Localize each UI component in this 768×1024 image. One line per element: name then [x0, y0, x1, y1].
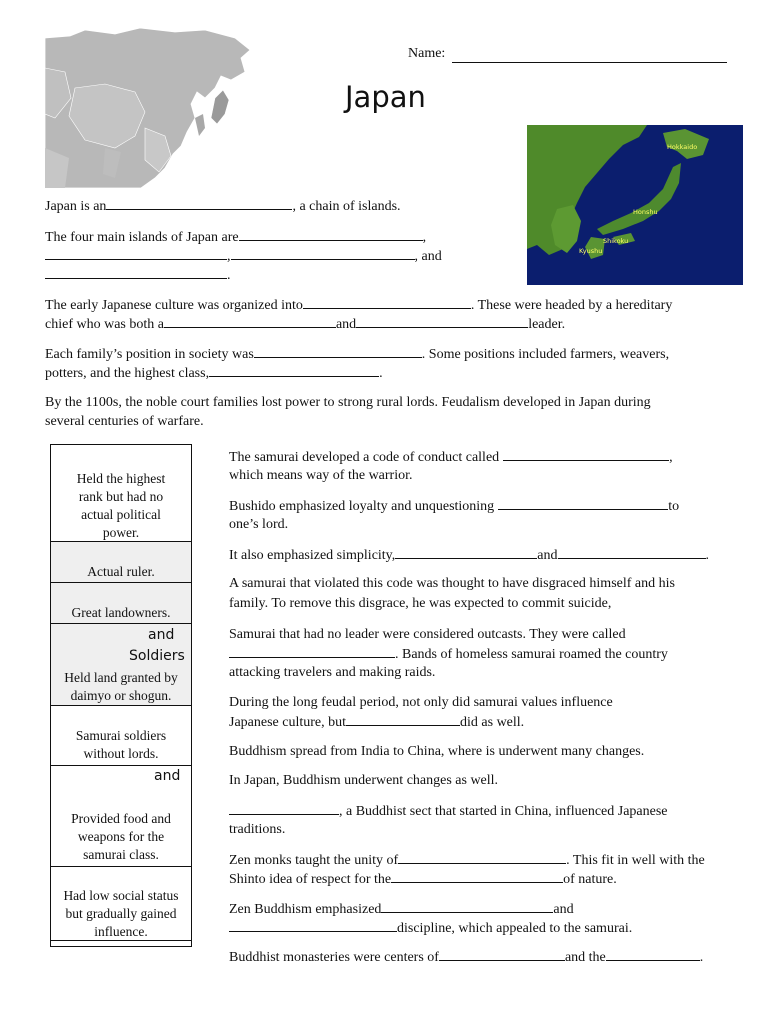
feudal-period-line1: During the long feudal period, not only did samurai values influence: [229, 695, 613, 710]
feudal-hierarchy-table: [50, 444, 192, 947]
zen-unity-line2: Shinto idea of respect for the of nature.: [229, 869, 617, 890]
early-culture-line1: The early Japanese culture was organized into . These were headed by a hereditary: [45, 295, 672, 316]
blank[interactable]: [356, 314, 528, 328]
four-islands-line1: The four main islands of Japan are ,: [45, 227, 426, 248]
family-position-line1: Each family’s position in society was . Some positions included farmers, weavers,: [45, 344, 669, 365]
feudalism-line1: By the 1100s, the noble court families lost power to strong rural lords. Feudalism developed in Japan during: [45, 395, 651, 410]
blank[interactable]: [395, 545, 537, 559]
hierarchy-cell-daimyo: Great landowners.: [51, 583, 191, 624]
blank[interactable]: [231, 246, 415, 260]
blank[interactable]: [391, 869, 563, 883]
zen-emphasis-line2: discipline, which appealed to the samurai.: [229, 918, 632, 939]
hierarchy-cell-samurai: and Soldiers Held land granted by daimyo or shogun.: [51, 624, 191, 706]
zen-sect-line1: , a Buddhist sect that started in China, influenced Japanese: [229, 801, 668, 822]
island-chain-sentence: Japan is an , a chain of islands.: [45, 196, 401, 217]
japan-satellite-map: [527, 125, 743, 285]
blank[interactable]: [45, 265, 227, 279]
zen-unity-line1: Zen monks taught the unity of . This fit in well with the: [229, 850, 705, 871]
ronin-line1: Samurai that had no leader were considered outcasts. They were called: [229, 627, 626, 642]
blank[interactable]: [229, 644, 395, 658]
blank[interactable]: [398, 850, 566, 864]
asia-map-image: [45, 28, 253, 188]
hierarchy-cell-shogun: Actual ruler.: [51, 542, 191, 583]
blank[interactable]: [229, 918, 397, 932]
monasteries-line: Buddhist monasteries were centers of and the .: [229, 947, 703, 968]
blank[interactable]: [303, 295, 471, 309]
and-label: and: [154, 768, 181, 784]
zen-emphasis-line1: Zen Buddhism emphasized and: [229, 899, 574, 920]
name-label: Name:: [408, 46, 446, 61]
early-culture-line2: chief who was both a and leader.: [45, 314, 565, 335]
buddhism-china-line: Buddhism spread from India to China, where is underwent many changes.: [229, 744, 645, 759]
blank[interactable]: [45, 246, 227, 260]
soldiers-label: Soldiers: [129, 648, 185, 664]
page-title: Japan: [345, 80, 426, 114]
four-islands-line2: , , and: [45, 246, 442, 267]
blank[interactable]: [209, 363, 379, 377]
bushido-line1: The samurai developed a code of conduct called ,: [229, 447, 673, 468]
shikoku-label: Shikoku: [603, 237, 629, 245]
disgrace-line2: family. To remove this disgrace, he was expected to commit suicide,: [229, 596, 612, 611]
family-position-line2: potters, and the highest class, .: [45, 363, 383, 384]
blank[interactable]: [346, 712, 460, 726]
name-input-line[interactable]: [452, 62, 727, 63]
four-islands-line3: .: [45, 265, 231, 286]
honshu-label: Honshu: [633, 208, 658, 216]
feudal-period-line2: Japanese culture, but did as well.: [229, 712, 524, 733]
buddhism-japan-line: In Japan, Buddhism underwent changes as well.: [229, 773, 499, 788]
ronin-line2: . Bands of homeless samurai roamed the country: [229, 644, 668, 665]
ronin-line3: attacking travelers and making raids.: [229, 665, 436, 680]
disgrace-line1: A samurai that violated this code was thought to have disgraced himself and his: [229, 576, 675, 591]
loyalty-line1: Bushido emphasized loyalty and unquestioning to: [229, 496, 679, 517]
blank[interactable]: [254, 344, 422, 358]
blank[interactable]: [606, 947, 700, 961]
feudalism-line2: several centuries of warfare.: [45, 414, 204, 429]
hierarchy-cell-emperor: Held the highest rank but had no actual political power.: [51, 445, 191, 542]
zen-sect-line2: traditions.: [229, 822, 286, 837]
blank[interactable]: [164, 314, 336, 328]
blank[interactable]: [503, 447, 669, 461]
hierarchy-cell-ronin: Samurai soldiers without lords.: [51, 706, 191, 766]
bushido-line2: which means way of the warrior.: [229, 468, 413, 483]
blank[interactable]: [498, 496, 668, 510]
simplicity-line: It also emphasized simplicity, and .: [229, 545, 709, 566]
loyalty-line2: one’s lord.: [229, 517, 289, 532]
blank[interactable]: [229, 801, 339, 815]
blank[interactable]: [439, 947, 565, 961]
and-label: and: [148, 627, 175, 643]
hierarchy-cell-peasants: and Provided food and weapons for the samurai class.: [51, 766, 191, 867]
hokkaido-label: Hokkaido: [667, 143, 698, 151]
kyushu-label: Kyushu: [579, 247, 603, 255]
blank[interactable]: [106, 196, 292, 210]
blank[interactable]: [558, 545, 706, 559]
blank[interactable]: [239, 227, 423, 241]
blank[interactable]: [381, 899, 553, 913]
hierarchy-cell-merchants: Had low social status but gradually gained influence.: [51, 867, 191, 941]
